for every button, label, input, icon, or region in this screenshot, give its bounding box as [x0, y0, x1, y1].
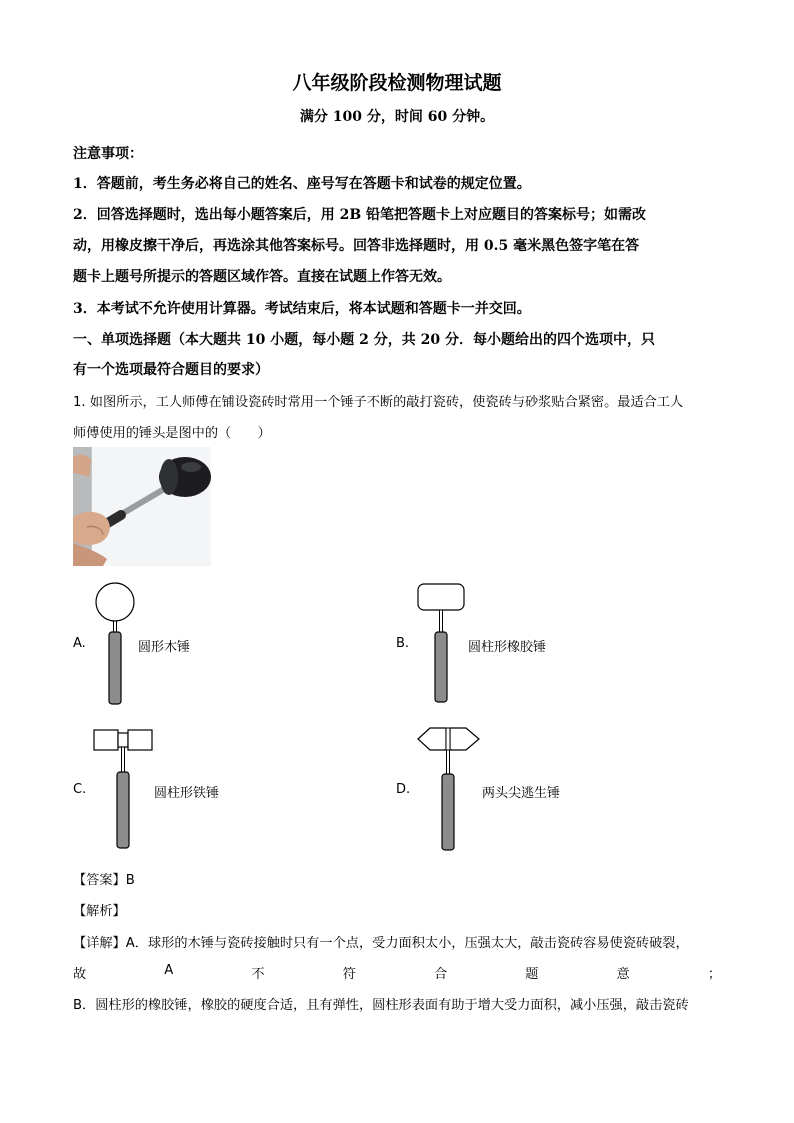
- option-d-hammer-diagram: [416, 724, 482, 852]
- detail-word: 不: [251, 967, 265, 982]
- option-a-label: 圆形木锤: [138, 640, 191, 655]
- section-heading-line-2: 有一个选项最符合题目的要求）: [73, 362, 269, 378]
- option-a-hammer-diagram: [90, 580, 144, 706]
- handle-icon: [442, 774, 454, 850]
- notes-heading: 注意事项：: [73, 146, 143, 162]
- detail-word: 合: [433, 967, 448, 982]
- analysis-label: 【解析】: [73, 904, 126, 919]
- answer-value: B: [125, 873, 135, 888]
- round-head-icon: [96, 583, 134, 621]
- option-c-letter: C.: [73, 782, 87, 797]
- cylinder-iron-head-left-icon: [94, 730, 118, 750]
- detail-word: 符: [342, 967, 356, 982]
- answer-line: [73, 869, 135, 888]
- pointed-head-left-icon: [418, 728, 446, 750]
- cylinder-iron-head-right-icon: [128, 730, 152, 750]
- option-b-hammer-diagram: [414, 580, 470, 706]
- question-1-line-1: 1. 如图所示，工人师傅在铺设瓷砖时常用一个锤子不断的敲打瓷砖，使瓷砖与砂浆贴合紧密。最适合工人: [73, 395, 684, 410]
- option-b-label: 圆柱形橡胶锤: [468, 640, 547, 655]
- cylinder-rubber-head-icon: [418, 584, 464, 610]
- page-title: 八年级阶段检测物理试题: [292, 72, 502, 94]
- notes-item-3: 3．本考试不允许使用计算器。考试结束后，将本试题和答题卡一并交回。: [73, 301, 531, 317]
- section-heading-line-1: 一、单项选择题（本大题共 10 小题，每小题 2 分，共 20 分．每小题给出的四个选项中，只: [73, 332, 655, 348]
- pointed-head-right-icon: [450, 728, 479, 750]
- notes-item-2-line-1: 2．回答选择题时，选出每小题答案后，用 2B 铅笔把答题卡上对应题目的答案标号；如需改: [73, 207, 647, 223]
- option-d-label: 两头尖逃生锤: [482, 786, 561, 801]
- option-b-letter: B.: [396, 636, 410, 651]
- detail-line-2: [73, 963, 721, 982]
- handle-icon: [435, 632, 447, 702]
- detail-word: 意: [616, 967, 630, 982]
- detail-word: A: [164, 963, 174, 978]
- detail-line-3: B．圆柱形的橡胶锤，橡胶的硬度合适，且有弹性，圆柱形表面有助于增大受力面积，减小压强，敲击瓷砖: [73, 998, 689, 1013]
- notes-item-2-line-2: 动，用橡皮擦干净后，再选涂其他答案标号。回答非选择题时，用 0.5 毫米黑色签字笔在答: [73, 238, 640, 254]
- detail-word: ；: [707, 967, 721, 982]
- notes-item-2-line-3: 题卡上题号所提示的答题区域作答。直接在试题上作答无效。: [73, 269, 451, 285]
- worker-hammer-photo: [73, 447, 211, 566]
- detail-word: 故: [73, 967, 87, 982]
- detail-word: 题: [525, 967, 539, 982]
- page-subtitle: 满分 100 分，时间 60 分钟。: [299, 109, 495, 125]
- question-1-line-2: 师傅使用的锤头是图中的（ ）: [73, 426, 271, 441]
- answer-label: 【答案】: [73, 873, 126, 888]
- notes-item-1: 1．答题前，考生务必将自己的姓名、座号写在答题卡和试卷的规定位置。: [73, 176, 531, 192]
- option-c-label: 圆柱形铁锤: [154, 786, 220, 801]
- handle-icon: [109, 632, 121, 704]
- question-photo: [73, 447, 211, 566]
- option-d-letter: D.: [396, 782, 411, 797]
- option-c-hammer-diagram: [92, 726, 156, 850]
- option-a-letter: A.: [73, 636, 86, 651]
- detail-line-1: 【详解】A．球形的木锤与瓷砖接触时只有一个点，受力面积太小，压强太大，敲击瓷砖容易使瓷砖破裂，: [73, 936, 689, 951]
- handle-icon: [117, 772, 129, 848]
